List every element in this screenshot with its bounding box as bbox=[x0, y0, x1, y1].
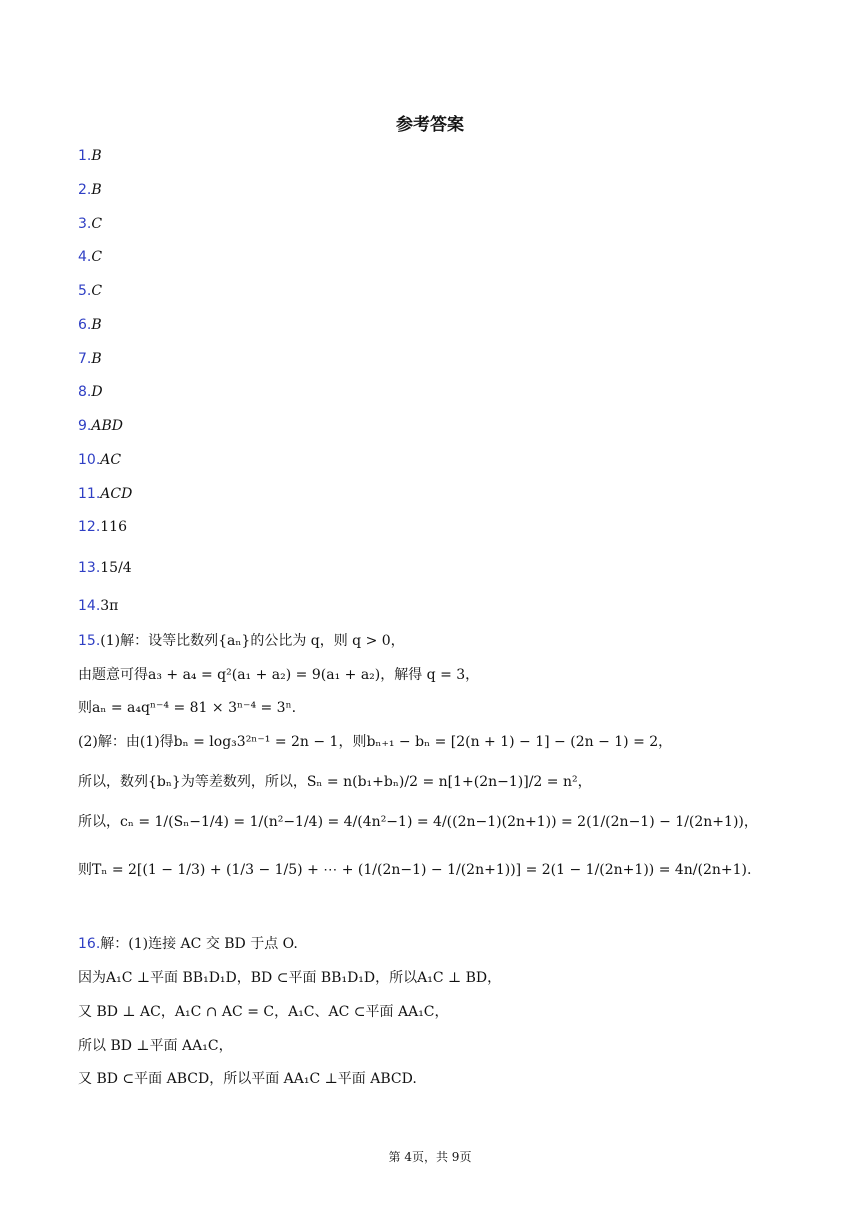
answer-text: AC bbox=[100, 452, 122, 468]
q16-line-5: 又 BD ⊂平面 ABCD，所以平面 AA₁C ⊥平面 ABCD. bbox=[78, 1071, 417, 1087]
answer-number: 12. bbox=[78, 519, 101, 535]
answer-text: B bbox=[91, 351, 102, 367]
q15-line-1 bbox=[78, 631, 405, 651]
answer-7 bbox=[78, 349, 102, 369]
answer-1 bbox=[78, 146, 102, 166]
answer-number: 8. bbox=[78, 384, 92, 400]
answer-number: 10. bbox=[78, 452, 101, 468]
q15-text: (1)解：设等比数列{aₙ}的公比为 q，则 q > 0， bbox=[100, 633, 405, 649]
answer-number: 13. bbox=[78, 560, 101, 576]
answer-5 bbox=[78, 281, 102, 301]
answer-number: 3. bbox=[78, 216, 92, 232]
answer-10 bbox=[78, 450, 121, 470]
q16-text: 解：(1)连接 AC 交 BD 于点 O. bbox=[100, 936, 298, 952]
answer-number: 11. bbox=[78, 486, 101, 502]
answer-number: 9. bbox=[78, 418, 92, 434]
answer-text: C bbox=[91, 249, 103, 265]
answer-text: ABD bbox=[91, 418, 123, 434]
answer-2 bbox=[78, 180, 102, 200]
q16-line-3: 又 BD ⊥ AC，A₁C ∩ AC = C，A₁C、AC ⊂平面 AA₁C， bbox=[78, 1004, 449, 1020]
answer-text: B bbox=[91, 148, 102, 164]
answer-12 bbox=[78, 517, 127, 537]
answer-text: 3π bbox=[100, 598, 119, 614]
answer-number: 5. bbox=[78, 283, 92, 299]
page-title: 参考答案 bbox=[396, 115, 464, 135]
answer-number: 14. bbox=[78, 598, 101, 614]
q15-number: 15. bbox=[78, 633, 101, 649]
answer-number: 7. bbox=[78, 351, 92, 367]
q15-line-2: 由题意可得a₃ + a₄ = q²(a₁ + a₂) = 9(a₁ + a₂)，解得 q = 3， bbox=[78, 667, 480, 683]
answer-number: 4. bbox=[78, 249, 92, 265]
q15-line-6: 所以，cₙ = 1/(Sₙ−1/4) = 1/(n²−1/4) = 4/(4n²−1) = 4/((2n−1)(2n+1)) = 2(1/(2n−1) − 1/(2n+1))， bbox=[78, 814, 758, 830]
answer-4 bbox=[78, 247, 102, 267]
answer-6 bbox=[78, 315, 102, 335]
answer-9 bbox=[78, 416, 123, 436]
q16-line-4: 所以 BD ⊥平面 AA₁C， bbox=[78, 1038, 233, 1054]
answer-number: 6. bbox=[78, 317, 92, 333]
answer-text: B bbox=[91, 182, 102, 198]
q15-line-5: 所以，数列{bₙ}为等差数列，所以，Sₙ = n(b₁+bₙ)/2 = n[1+(2n−1)]/2 = n²， bbox=[78, 774, 592, 790]
answer-text: 116 bbox=[100, 519, 127, 535]
page-footer: 第 4页，共 9页 bbox=[388, 1150, 472, 1164]
q16-number: 16. bbox=[78, 936, 101, 952]
q16-line-1 bbox=[78, 934, 298, 954]
answer-14 bbox=[78, 596, 118, 616]
answer-text: B bbox=[91, 317, 102, 333]
q15-line-7: 则Tₙ = 2[(1 − 1/3) + (1/3 − 1/5) + ⋯ + (1/(2n−1) − 1/(2n+1))] = 2(1 − 1/(2n+1)) = 4n/(2n+1). bbox=[78, 862, 752, 878]
answer-8 bbox=[78, 382, 103, 402]
answer-text: D bbox=[91, 384, 103, 400]
q15-line-4: (2)解：由(1)得bₙ = log₃3²ⁿ⁻¹ = 2n − 1，则bₙ₊₁ − bₙ = [2(n + 1) − 1] − (2n − 1) = 2， bbox=[78, 734, 673, 750]
answer-number: 1. bbox=[78, 148, 92, 164]
answer-11 bbox=[78, 484, 132, 504]
answer-text: C bbox=[91, 216, 103, 232]
answer-13 bbox=[78, 558, 132, 578]
q16-line-2: 因为A₁C ⊥平面 BB₁D₁D，BD ⊂平面 BB₁D₁D，所以A₁C ⊥ BD， bbox=[78, 970, 502, 986]
answer-3 bbox=[78, 214, 102, 234]
answer-text: ACD bbox=[100, 486, 133, 502]
q15-line-3: 则aₙ = a₄qⁿ⁻⁴ = 81 × 3ⁿ⁻⁴ = 3ⁿ. bbox=[78, 700, 297, 716]
answer-number: 2. bbox=[78, 182, 92, 198]
answer-text: 15/4 bbox=[100, 560, 132, 576]
answer-text: C bbox=[91, 283, 103, 299]
